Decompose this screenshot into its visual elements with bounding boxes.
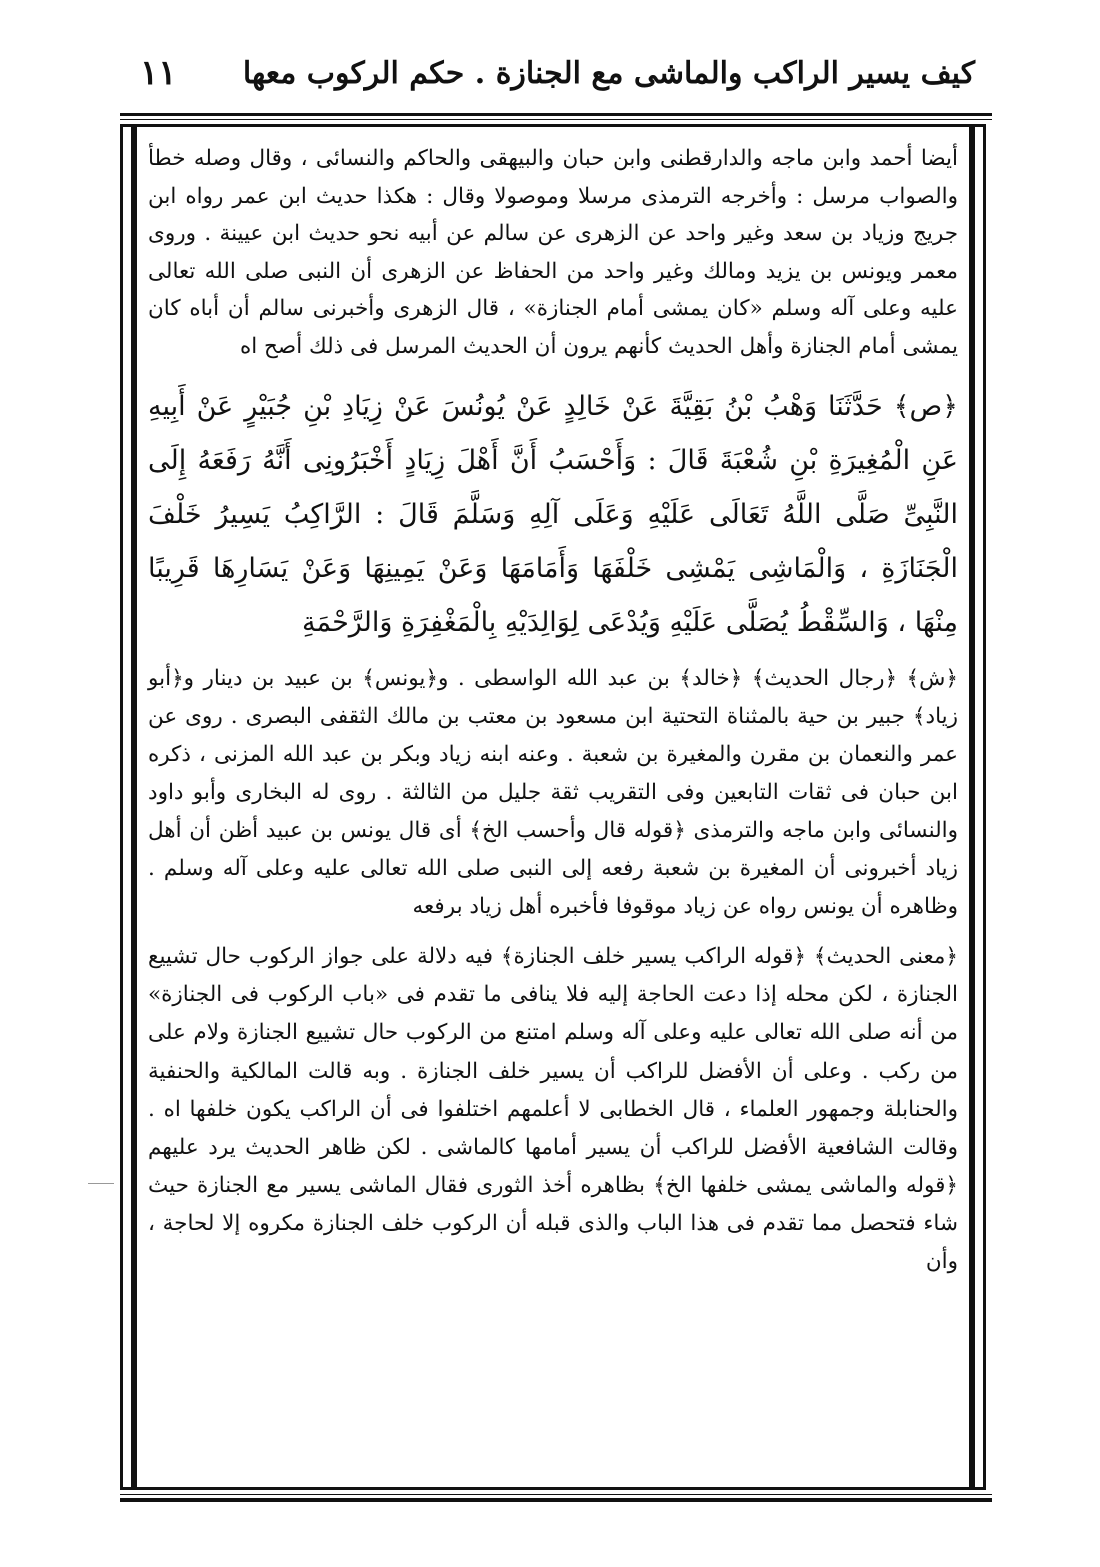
footer-rule-thin (120, 1494, 992, 1495)
narrators-section: ﴿ش﴾ ﴿رجال الحديث﴾ ﴿خالد﴾ بن عبد الله الواسطى . و﴿يونس﴾ بن عبيد بن دينار و﴿أبو زياد﴾ جبير بن حية بالمثناة التحتية ابن مسعود بن معتب بن مالك الثقفى البصرى . روى عن عمر والنعمان بن مقرن والمغيرة بن شعبة . وعنه ابنه زياد وبكر بن عبد الله المزنى ، ذكره ابن حبان فى ثقات التابعين وفى التقريب ثقة جليل من الثالثة . روى له البخارى وأبو داود والنسائى وابن ماجه والترمذى ﴿قوله قال وأحسب الخ﴾ أى قال يونس بن عبيد أظن أن أهل زياد أخبرونى أن المغيرة بن شعبة رفعه إلى النبى صلى الله تعالى عليه وعلى آله وسلم . وظاهره أن يونس رواه عن زياد موقوفا فأخبره أهل زياد برفعه (148, 665, 958, 920)
running-title: كيف يسير الراكب والماشى مع الجنازة . حكم الركوب معها (242, 55, 975, 91)
meaning-section: ﴿معنى الحديث﴾ ﴿قوله الراكب يسير خلف الجنازة﴾ فيه دلالة على جواز الركوب حال تشييع الجنازة ، لكن محله إذا دعت الحاجة إليه فلا ينافى ما تقدم فى «باب الركوب فى الجنازة» من أنه صلى الله تعالى عليه وعلى آله وسلم امتنع من الركوب حال تشييع الجنازة ولام على من ركب . وعلى أن الأفضل للراكب أن يسير خلف الجنازة . وبه قالت المالكية والحنفية والحنابلة وجمهور العلماء ، قال الخطابى لا أعلمهم اختلفوا فى أن الراكب يكون خلفها اه . وقالت الشافعية الأفضل للراكب أن يسير أمامها كالماشى . لكن ظاهر الحديث يرد عليهم ﴿قوله والماشى يمشى خلفها الخ﴾ بظاهره أخذ الثورى فقال الماشى يسير مع الجنازة حيث شاء فتحصل مما تقدم فى هذا الباب والذى قبله أن الركوب خلف الجنازة مكروه إلا لحاجة ، وأن (148, 944, 958, 1274)
page-number: ١١ (140, 53, 177, 93)
commentary-paragraph: أيضا أحمد وابن ماجه والدارقطنى وابن حبان والبيهقى والحاكم والنسائى ، وقال وصله خطأ والصواب مرسل : وأخرجه الترمذى مرسلا وموصولا وقال : هكذا حديث ابن عمر رواه ابن جريج وزياد بن سعد وغير واحد عن الزهرى عن سالم عن أبيه نحو حديث ابن عيينة . وروى معمر ويونس بن يزيد ومالك وغير واحد من الحفاظ عن الزهرى أن النبى صلى الله تعالى عليه وعلى آله وسلم «كان يمشى أمام الجنازة» ، قال الزهرى وأخبرنى سالم أن أباه كان يمشى أمام الجنازة وأهل الحديث كأنهم يرون أن الحديث المرسل فى ذلك أصح اه (148, 146, 958, 359)
page-header (140, 38, 975, 108)
header-rule-thin (120, 119, 992, 120)
header-rule (120, 113, 992, 116)
scan-mark (88, 1183, 114, 1184)
page-body (148, 140, 958, 1281)
hadith-text: ﴿ص﴾ حَدَّثَنَا وَهْبُ بْنُ بَقِيَّةَ عَنْ خَالِدٍ عَنْ يُونُسَ عَنْ زِيَادِ بْنِ جُبَيْرٍ عَنْ أَبِيهِ عَنِ الْمُغِيرَةِ بْنِ شُعْبَةَ قَالَ : وَأَحْسَبُ أَنَّ أَهْلَ زِيَادٍ أَخْبَرُونِى أَنَّهُ رَفَعَهُ إِلَى النَّبِىِّ صَلَّى اللَّهُ تَعَالَى عَلَيْهِ وَعَلَى آلِهِ وَسَلَّمَ قَالَ : الرَّاكِبُ يَسِيرُ خَلْفَ الْجَنَازَةِ ، وَالْمَاشِى يَمْشِى خَلْفَهَا وَأَمَامَهَا وَعَنْ يَمِينِهَا وَعَنْ يَسَارِهَا قَرِيبًا مِنْهَا ، وَالسِّقْطُ يُصَلَّى عَلَيْهِ وَيُدْعَى لِوَالِدَيْهِ بِالْمَغْفِرَةِ وَالرَّحْمَةِ (148, 390, 958, 638)
footer-rule (120, 1498, 992, 1502)
